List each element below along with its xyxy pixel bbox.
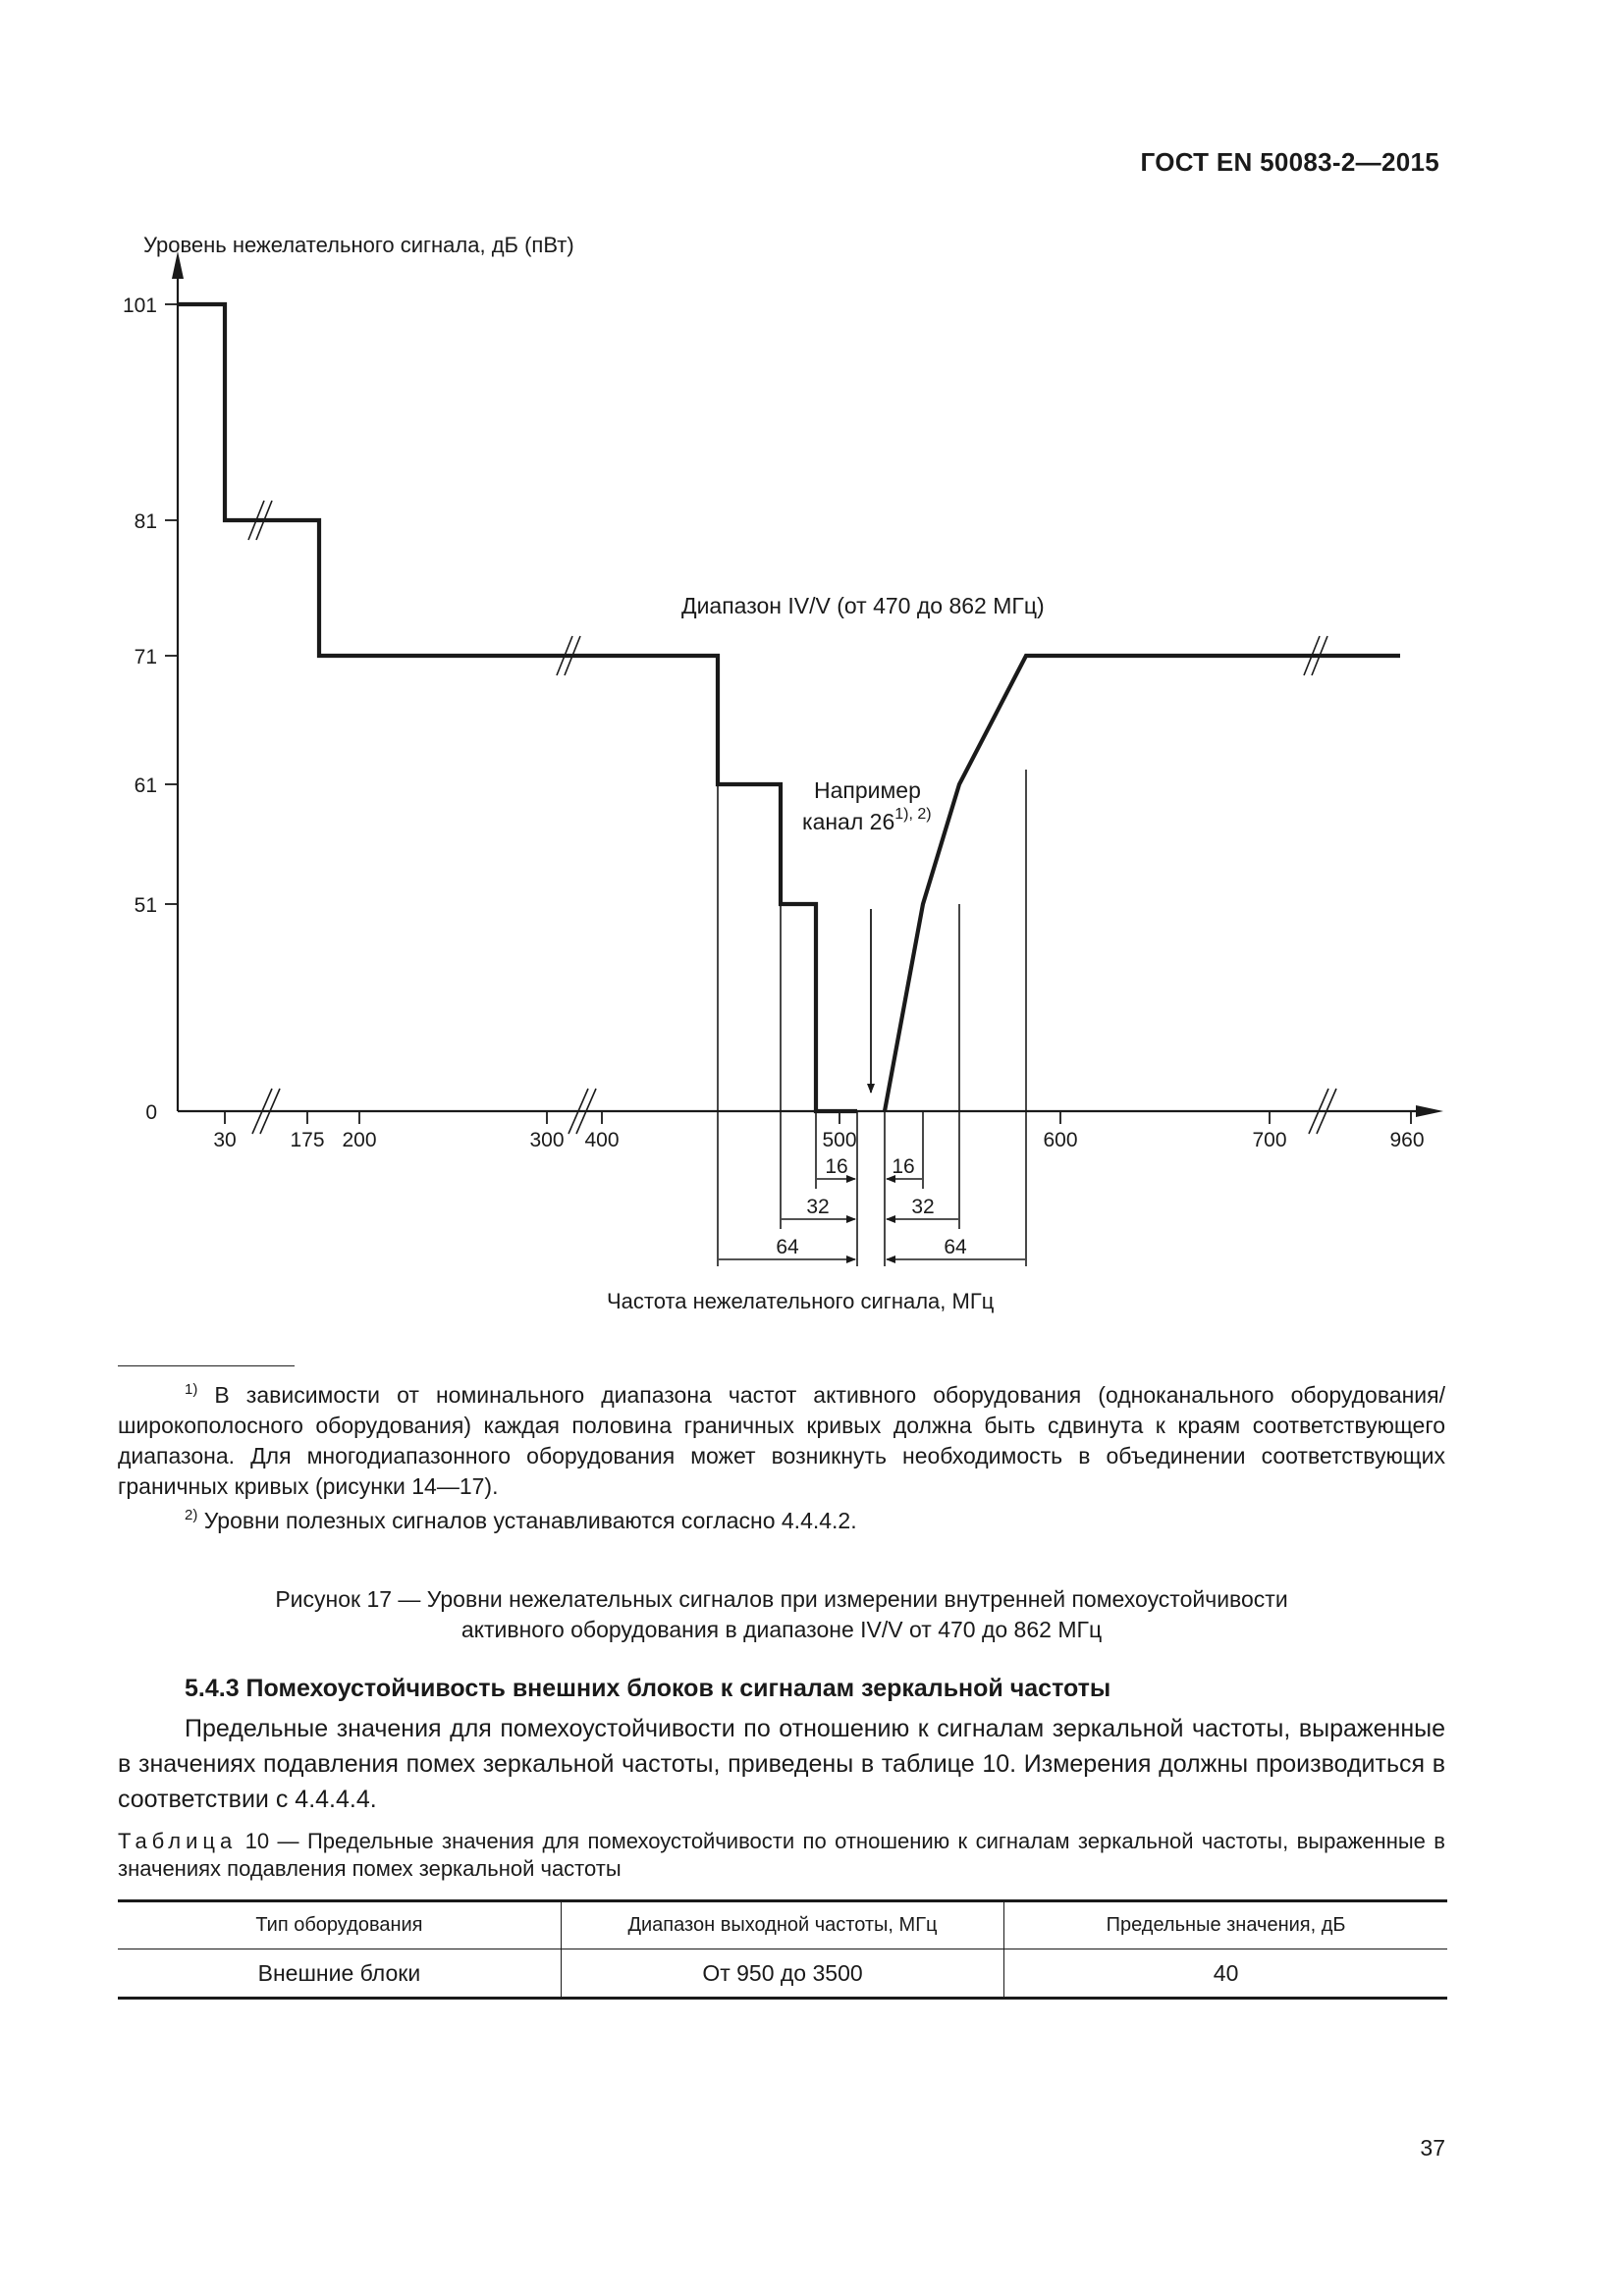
figure-caption-line-1: Рисунок 17 — Уровни нежелательных сигналов при измерении внутренней помехоустойчивости bbox=[275, 1586, 1288, 1612]
y-tick-label-51: 51 bbox=[134, 894, 157, 917]
dim-label-64-left: 64 bbox=[776, 1236, 799, 1258]
dim-label-32-left: 32 bbox=[806, 1196, 830, 1218]
dimension-arrows bbox=[719, 1179, 1025, 1259]
example-line-1: Например bbox=[814, 777, 921, 803]
x-tick-label-600: 600 bbox=[1043, 1129, 1078, 1151]
dim-label-32-right: 32 bbox=[911, 1196, 935, 1218]
x-ticks bbox=[213, 1111, 1424, 1151]
limit-curve-right bbox=[885, 656, 1400, 1111]
y-tick-label-0: 0 bbox=[145, 1101, 157, 1124]
footnote-2-text: Уровни полезных сигналов устанавливаются согласно 4.4.4.2. bbox=[203, 1508, 857, 1533]
example-line-2 bbox=[802, 806, 932, 834]
section-paragraph: Предельные значения для помехоустойчивости по отношению к сигналам зеркальной частоты, выраженные в значениях подавления помех зеркальной частоты, приведены в таблице 10. Измерения должны производиться в соответствии с 4.4.4.4. bbox=[118, 1715, 1445, 1813]
x-tick-label-175: 175 bbox=[290, 1129, 325, 1151]
curve-breaks bbox=[248, 501, 1327, 675]
y-tick-label-61: 61 bbox=[134, 774, 157, 797]
footnote-2 bbox=[118, 1506, 1445, 1536]
x-tick-label-700: 700 bbox=[1252, 1129, 1287, 1151]
x-tick-label-30: 30 bbox=[213, 1129, 237, 1151]
table-cell-limit: 40 bbox=[1004, 1949, 1447, 1999]
table-header-range: Диапазон выходной частоты, МГц bbox=[561, 1901, 1003, 1949]
dim-label-64-right: 64 bbox=[944, 1236, 967, 1258]
x-tick-label-300: 300 bbox=[529, 1129, 565, 1151]
x-tick-label-500: 500 bbox=[822, 1129, 857, 1151]
y-tick-label-71: 71 bbox=[134, 646, 157, 668]
document-code: ГОСТ EN 50083-2—2015 bbox=[1140, 147, 1439, 177]
footnote-1-mark: 1) bbox=[185, 1381, 198, 1398]
y-tick-label-101: 101 bbox=[122, 294, 157, 317]
dim-label-16-right: 16 bbox=[892, 1155, 915, 1178]
section-title: 5.4.3 Помехоустойчивость внешних блоков к сигналам зеркальной частоты bbox=[185, 1675, 1111, 1702]
footnote-1 bbox=[118, 1380, 1445, 1502]
x-tick-label-400: 400 bbox=[584, 1129, 620, 1151]
y-axis-label: Уровень нежелательного сигнала, дБ (пВт) bbox=[143, 233, 574, 257]
limits-table bbox=[118, 1899, 1447, 2000]
table-cell-range: От 950 до 3500 bbox=[561, 1949, 1003, 1999]
page-number: 37 bbox=[1420, 2135, 1445, 2161]
y-ticks bbox=[123, 294, 178, 1124]
x-tick-label-960: 960 bbox=[1389, 1129, 1425, 1151]
table-header-row bbox=[118, 1901, 1447, 1949]
figure-caption bbox=[118, 1584, 1445, 1645]
example-superscript: 1), 2) bbox=[894, 806, 932, 823]
y-tick-label-81: 81 bbox=[134, 510, 157, 533]
dim-label-16-left: 16 bbox=[825, 1155, 848, 1178]
example-channel: канал 26 bbox=[802, 809, 895, 834]
table-caption-rest: 10 — Предельные значения для помехоустойчивости по отношению к сигналам зеркальной частоты, выраженные в значениях подавления помех зеркальной частоты bbox=[118, 1829, 1445, 1881]
x-axis-arrow bbox=[1416, 1105, 1443, 1117]
footnote-2-mark: 2) bbox=[185, 1507, 198, 1523]
limit-curve-left bbox=[178, 304, 857, 1111]
table-caption bbox=[118, 1828, 1445, 1883]
footnote-rule bbox=[118, 1365, 295, 1366]
figure-caption-line-2: активного оборудования в диапазоне IV/V от 470 до 862 МГц bbox=[460, 1617, 1103, 1642]
x-axis-label: Частота нежелательного сигнала, МГц bbox=[607, 1289, 995, 1313]
table-row bbox=[118, 1949, 1447, 1999]
band-label: Диапазон IV/V (от 470 до 862 МГц) bbox=[681, 593, 1045, 618]
table-header-limits: Предельные значения, дБ bbox=[1004, 1901, 1447, 1949]
table-header-equipment: Тип оборудования bbox=[118, 1901, 561, 1949]
x-tick-label-200: 200 bbox=[342, 1129, 377, 1151]
table-cell-equipment: Внешние блоки bbox=[118, 1949, 561, 1999]
footnote-1-text: В зависимости от номинального диапазона частот активного оборудования (одноканального оборудования/широкополосного оборудования) каждая половина граничных кривых должна быть сдвинута к краям соответствующего диапазона. Для многодиапазонного оборудования может возникнуть необходимость в объединении соответствующих граничных кривых (рисунки 14—17). bbox=[118, 1382, 1445, 1499]
extension-lines bbox=[718, 770, 1026, 1266]
table-caption-word: Таблица bbox=[118, 1829, 238, 1853]
